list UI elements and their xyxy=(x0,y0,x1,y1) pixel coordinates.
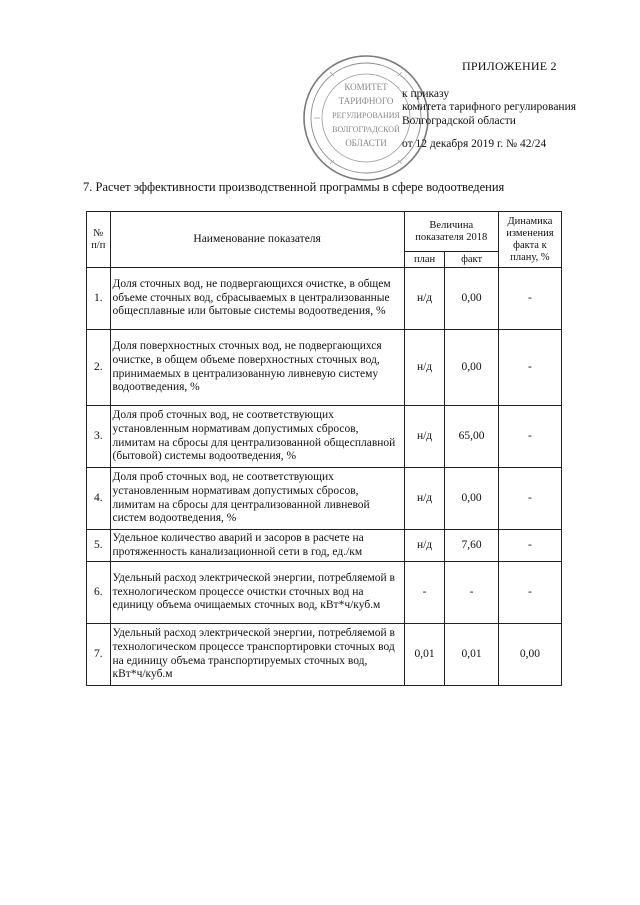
seal-line-3: РЕГУЛИРОВАНИЯ xyxy=(332,111,400,120)
region-name: Волгоградской области xyxy=(402,114,516,127)
row-num: 6. xyxy=(87,562,111,624)
row-num: 7. xyxy=(87,624,111,686)
row-num: 4. xyxy=(87,468,111,530)
header-num: № п/п xyxy=(87,212,111,268)
row-plan: н/д xyxy=(404,406,445,468)
header-name: Наименование показателя xyxy=(110,212,404,268)
row-plan: - xyxy=(404,562,445,624)
header-fact: факт xyxy=(445,252,498,268)
row-dynamics: - xyxy=(498,330,561,406)
row-dynamics: 0,00 xyxy=(498,624,561,686)
section-title: 7. Расчет эффективности производственной программы в сфере водоотведения xyxy=(83,180,505,194)
row-dynamics: - xyxy=(498,406,561,468)
committee-name: комитета тарифного регулирования xyxy=(402,101,577,113)
order-reference: к приказу xyxy=(402,87,450,100)
table-row xyxy=(87,562,562,624)
row-plan: 0,01 xyxy=(404,624,445,686)
row-dynamics: - xyxy=(498,468,561,530)
appendix-title: ПРИЛОЖЕНИЕ 2 xyxy=(462,59,557,73)
row-fact: 0,00 xyxy=(445,468,498,530)
row-plan: н/д xyxy=(404,330,445,406)
row-num: 2. xyxy=(87,330,111,406)
row-dynamics: - xyxy=(498,562,561,624)
efficiency-table xyxy=(86,211,562,686)
row-name: Удельный расход электрической энергии, потребляемой в технологическом процессе очистки сточных вод на единицу объема очищаемых сточных вод, кВт*ч/куб.м xyxy=(110,562,404,624)
row-dynamics: - xyxy=(498,268,561,330)
seal-line-2: ТАРИФНОГО xyxy=(338,96,394,106)
table-row xyxy=(87,530,562,562)
row-plan: н/д xyxy=(404,268,445,330)
header-dynamics: Динамика изменения факта к плану, % xyxy=(498,212,561,268)
seal-line-1: КОМИТЕТ xyxy=(344,82,388,92)
row-fact: 0,01 xyxy=(445,624,498,686)
row-name: Удельный расход электрической энергии, потребляемой в технологическом процессе транспортировки сточных вод на единицу объема транспортируемых сточных вод, кВт*ч/куб.м xyxy=(110,624,404,686)
row-name: Доля проб сточных вод, не соответствующих установленным нормативам допустимых сбросов, лимитам на сбросы для централизованной ливневой систем водоотведения, % xyxy=(110,468,404,530)
table-header-row xyxy=(87,212,562,252)
row-num: 5. xyxy=(87,530,111,562)
header-value-group: Величина показателя 2018 xyxy=(404,212,498,252)
header-plan: план xyxy=(404,252,445,268)
row-name: Доля проб сточных вод, не соответствующих установленным нормативам допустимых сбросов, лимитам на сбросы для централизованной общесплавной (бытовой) системы водоотведения, % xyxy=(110,406,404,468)
row-fact: 7,60 xyxy=(445,530,498,562)
row-name: Доля поверхностных сточных вод, не подвергающихся очистке, в общем объеме поверхностных сточных вод, принимаемых в централизованную ливневую систему водоотведения, % xyxy=(110,330,404,406)
order-date: от 12 декабря 2019 г. № 42/24 xyxy=(402,138,547,150)
row-name: Удельное количество аварий и засоров в расчете на протяженность канализационной сети в год, ед./км xyxy=(110,530,404,562)
row-plan: н/д xyxy=(404,530,445,562)
appendix-header xyxy=(402,60,632,152)
table-row xyxy=(87,624,562,686)
table-row xyxy=(87,330,562,406)
row-num: 1. xyxy=(87,268,111,330)
seal-line-5: ОБЛАСТИ xyxy=(345,138,387,148)
row-num: 3. xyxy=(87,406,111,468)
table-row xyxy=(87,268,562,330)
row-name: Доля сточных вод, не подвергающихся очистке, в общем объеме сточных вод, сбрасываемых в централизованные общесплавные или бытовые системы водоотведения, % xyxy=(110,268,404,330)
table-row xyxy=(87,406,562,468)
row-fact: 0,00 xyxy=(445,268,498,330)
row-fact: - xyxy=(445,562,498,624)
row-plan: н/д xyxy=(404,468,445,530)
seal-line-4: ВОЛГОГРАДСКОЙ xyxy=(332,125,400,134)
row-dynamics: - xyxy=(498,530,561,562)
table-row xyxy=(87,468,562,530)
row-fact: 0,00 xyxy=(445,330,498,406)
row-fact: 65,00 xyxy=(445,406,498,468)
